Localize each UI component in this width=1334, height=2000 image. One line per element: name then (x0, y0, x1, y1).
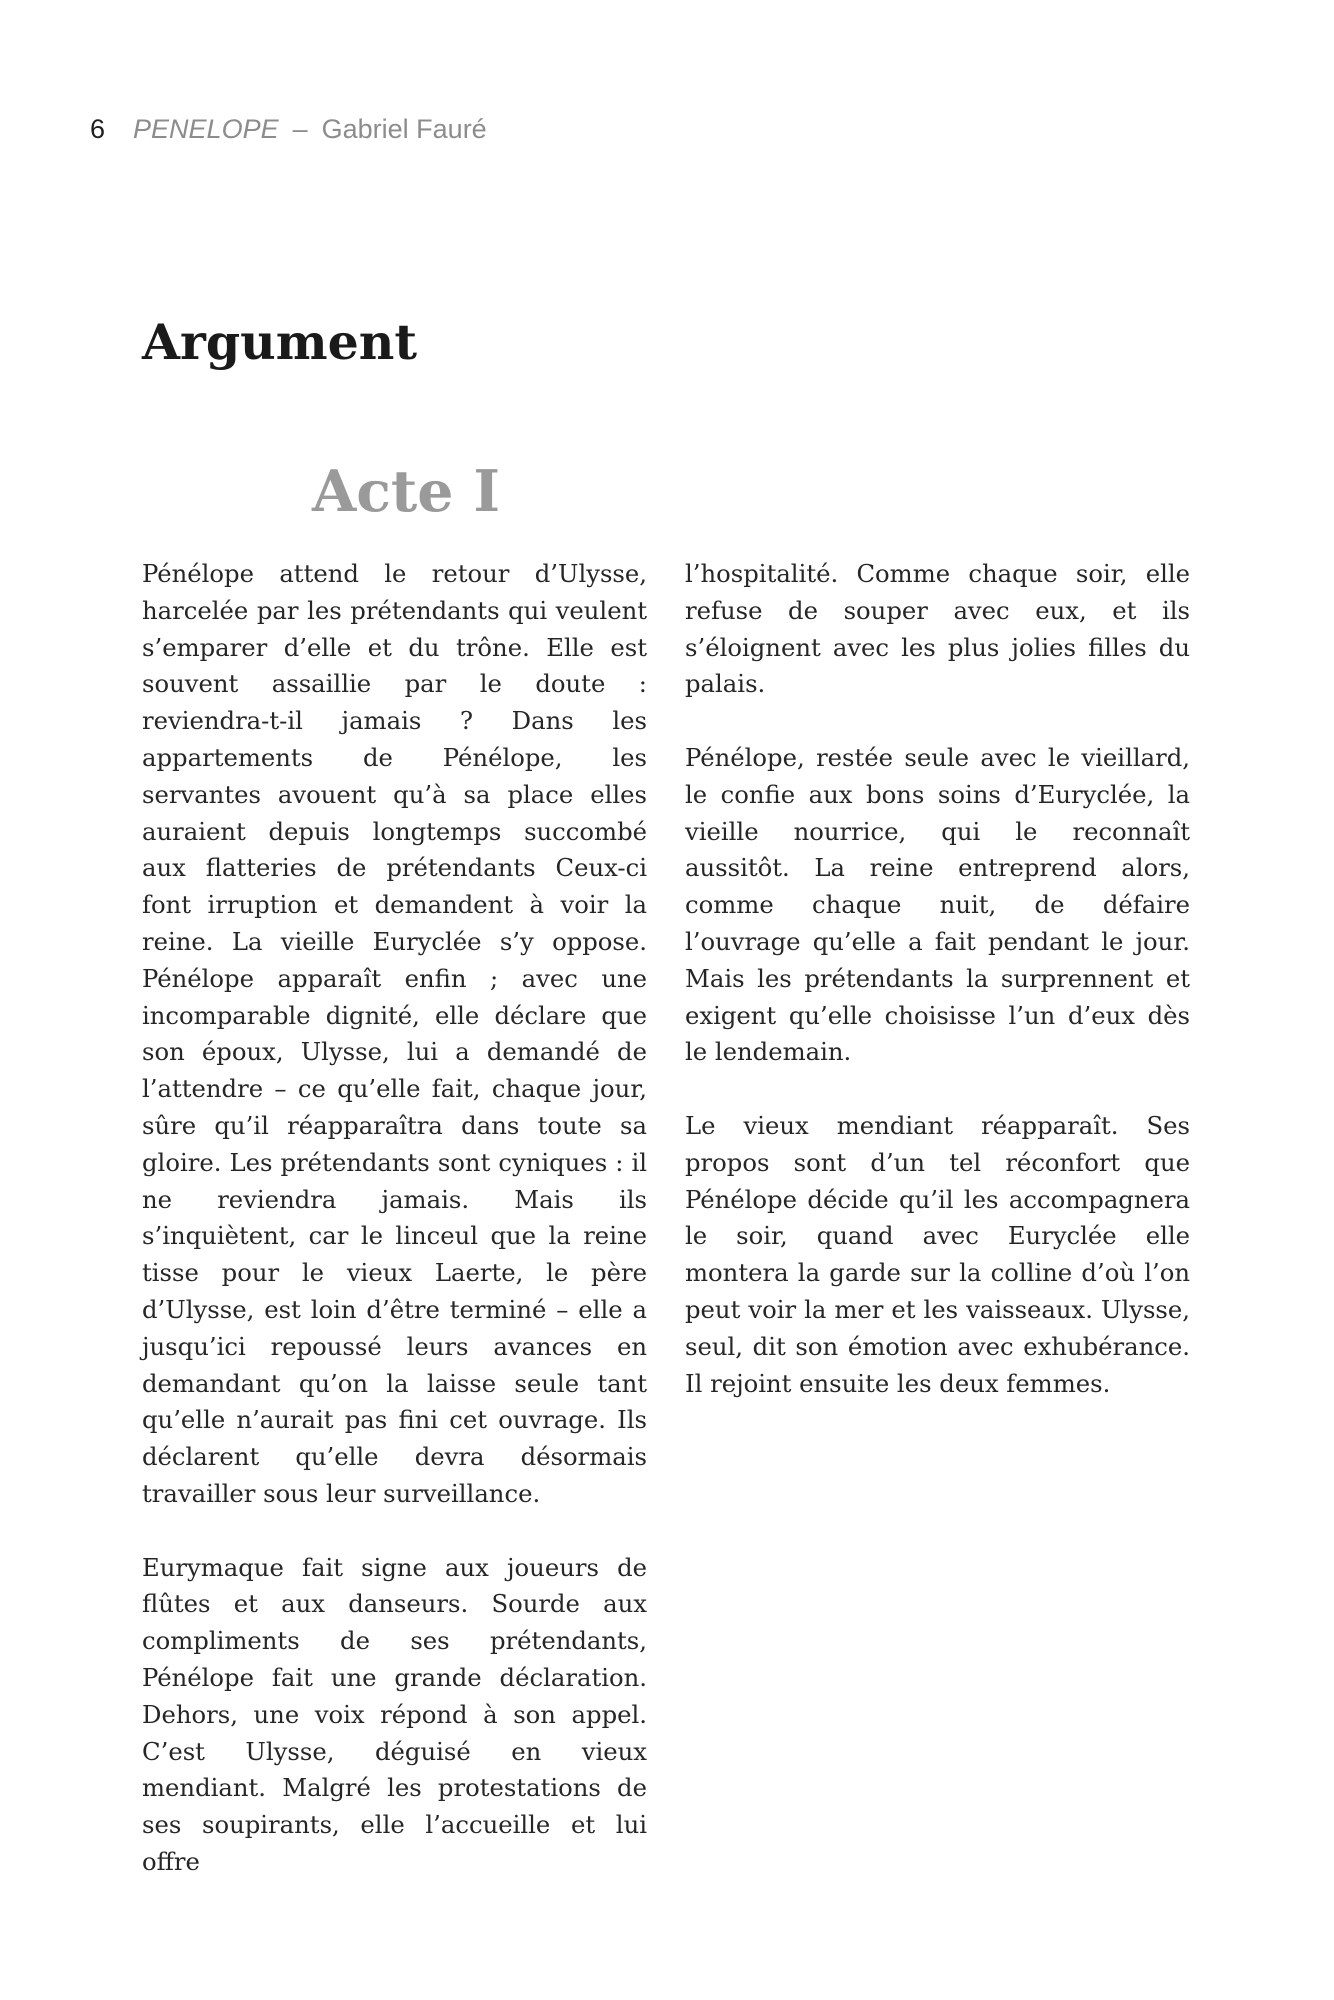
paragraph: l’hospitalité. Comme chaque soir, elle refuse de souper avec eux, et ils s’éloignent avec les plus jolies filles du palais. (685, 559, 1190, 699)
section-title: Argument (142, 313, 418, 371)
text-column-right (685, 556, 1190, 1439)
running-head-composer: Gabriel Fauré (321, 114, 487, 144)
paragraph: Pénélope attend le retour d’Ulysse, harcelée par les prétendants qui veulent s’emparer d’elle et du trône. Elle est souvent assaillie par le doute : reviendra-t-il jamais ? Dans les appartements de Pénélope, les servantes avouent qu’à sa place elles auraient depuis longtemps succombé aux flatteries de prétendants Ceux-ci font irruption et demandent à voir la reine. La vieille Euryclée s’y oppose. Pénélope apparaît enfin ; avec une incomparable dignité, elle déclare que son époux, Ulysse, lui a demandé de l’attendre – ce qu’elle fait, chaque jour, sûre qu’il réapparaîtra dans toute sa gloire. Les prétendants sont cyniques : il ne reviendra jamais. Mais ils s’inquiètent, car le linceul que la reine tisse pour le vieux Laerte, le père d’Ulysse, est loin d’être terminé – elle a jusqu’ici repoussé leurs avances en demandant qu’on la laisse seule tant qu’elle n’aurait pas fini cet ouvrage. Ils déclarent qu’elle devra désormais travailler sous leur surveillance. (142, 559, 647, 1508)
running-head (90, 114, 487, 145)
paragraph: Pénélope, restée seule avec le vieillard, le confie aux bons soins d’Euryclée, la vieille nourrice, qui le reconnaît aussitôt. La reine entreprend alors, comme chaque nuit, de défaire l’ouvrage qu’elle a fait pendant le jour. Mais les prétendants la surprennent et exigent qu’elle choisisse l’un d’eux dès le lendemain. (685, 742, 1190, 1067)
running-head-title: PENELOPE (133, 114, 279, 144)
paragraph: Eurymaque fait signe aux joueurs de flûtes et aux danseurs. Sourde aux compliments de ses prétendants, Pénélope fait une grande déclaration. Dehors, une voix répond à son appel. C’est Ulysse, déguisé en vieux mendiant. Malgré les protestations de ses soupirants, elle l’accueille et lui offre (142, 1552, 647, 1876)
text-column-left (142, 556, 647, 1917)
act-title: Acte I (312, 458, 501, 525)
paragraph: Le vieux mendiant réapparaît. Ses propos sont d’un tel réconfort que Pénélope décide qu’il les accompagnera le soir, quand avec Euryclée elle montera la garde sur la colline d’où l’on peut voir la mer et les vaisseaux. Ulysse, seul, dit son émotion avec exhubérance. Il rejoint ensuite les deux femmes. (685, 1110, 1190, 1398)
page-number: 6 (90, 114, 106, 144)
running-head-separator: – (292, 114, 308, 144)
